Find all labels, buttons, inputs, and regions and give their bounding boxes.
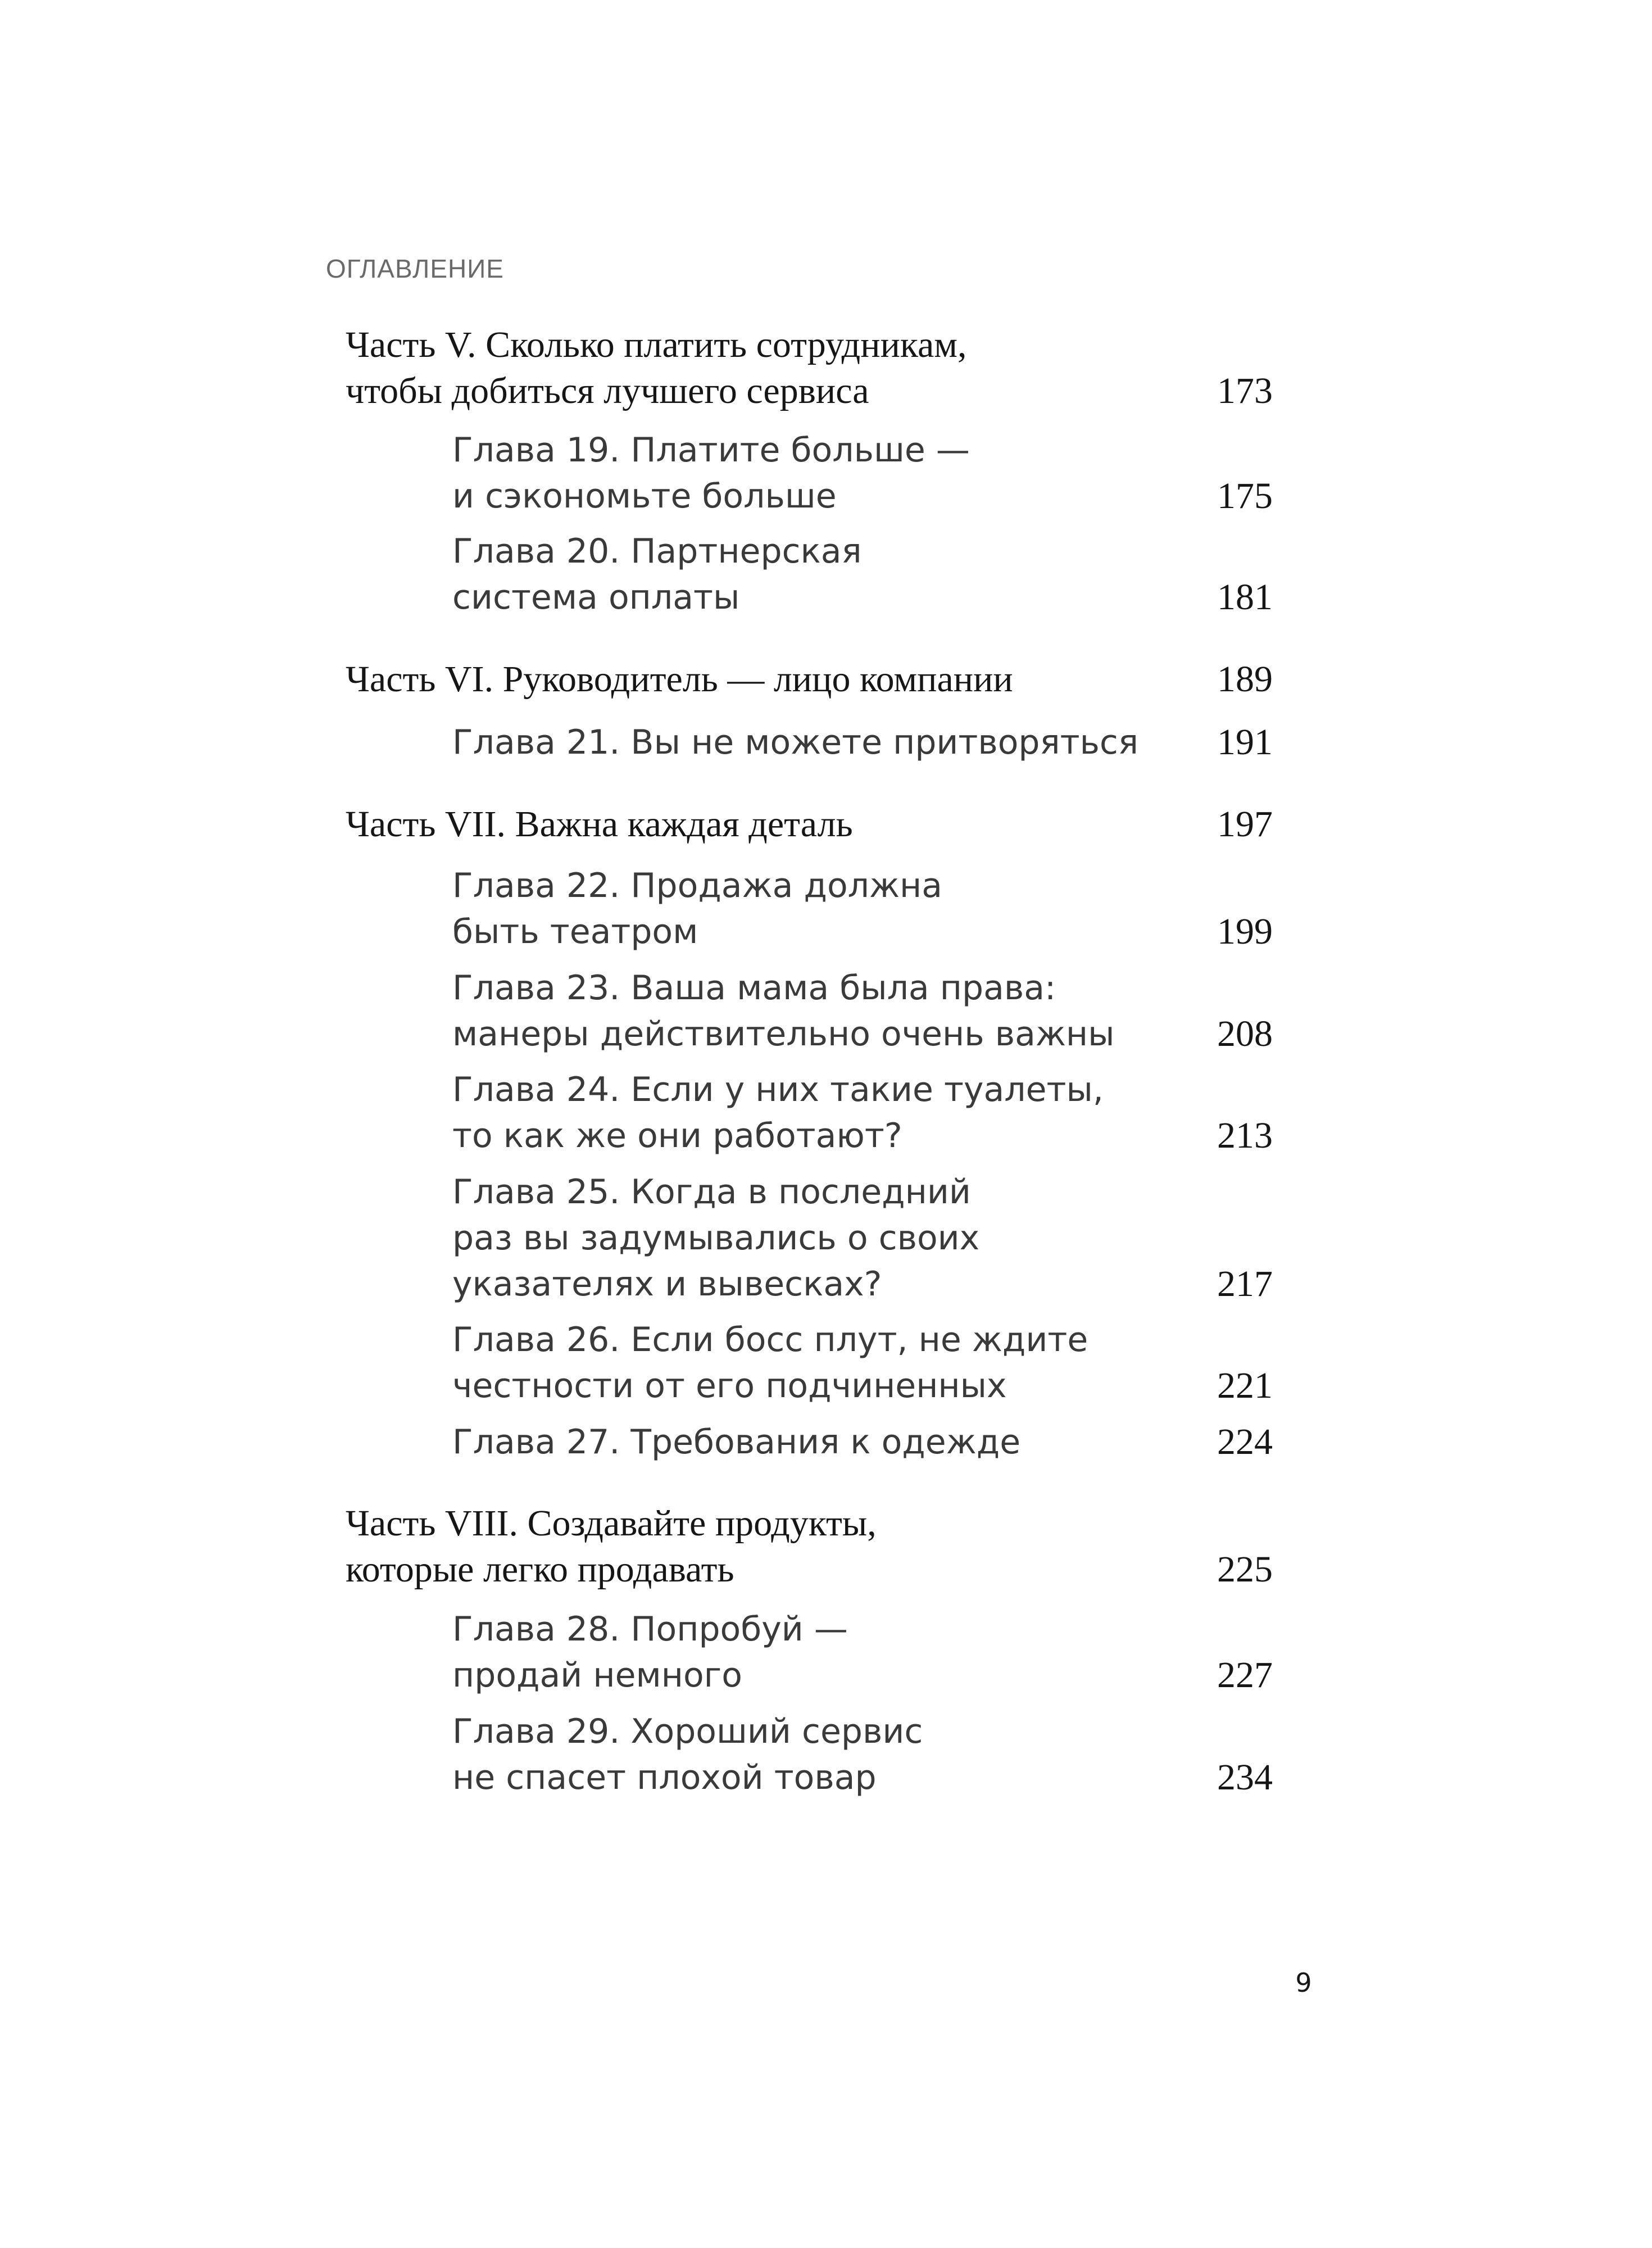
part-title-line: которые легко продавать	[346, 1549, 734, 1590]
toc-part-entry	[346, 322, 1273, 414]
toc-part-entry	[346, 656, 1273, 703]
page-number: 175	[1217, 475, 1273, 516]
toc-chapter-entry	[452, 528, 1273, 620]
part-title-line: чтобы добиться лучшего сервиса	[346, 370, 869, 411]
part-title	[346, 801, 1273, 847]
toc-part-entry	[346, 801, 1273, 847]
folio-page-number: 9	[1295, 1968, 1312, 1998]
toc-chapter-entry	[452, 1606, 1273, 1698]
chapter-title	[452, 1606, 1273, 1698]
chapter-title	[452, 965, 1273, 1057]
chapter-title-line: система оплаты	[452, 578, 740, 617]
chapter-title-line: раз вы задумывались о своих	[452, 1218, 980, 1258]
chapter-title-line: и сэкономьте больше	[452, 477, 837, 516]
chapter-title	[452, 1317, 1273, 1409]
page-number: 208	[1217, 1013, 1273, 1054]
chapter-title-line: быть театром	[452, 912, 698, 951]
page-number: 213	[1217, 1115, 1273, 1156]
page-number: 234	[1217, 1757, 1273, 1798]
page-number: 173	[1217, 370, 1273, 411]
chapter-title-line: указателях и вывесках?	[452, 1265, 882, 1304]
chapter-title-line: Глава 24. Если у них такие туалеты,	[452, 1070, 1104, 1109]
chapter-title-line: Глава 19. Платите больше —	[452, 430, 970, 470]
chapter-title	[452, 1067, 1273, 1159]
page-number: 189	[1217, 659, 1273, 700]
chapter-title	[452, 1708, 1273, 1801]
chapter-title-line: Глава 23. Ваша мама была права:	[452, 968, 1056, 1008]
part-title	[346, 1501, 1273, 1593]
chapter-title-line: Глава 25. Когда в последний	[452, 1172, 971, 1212]
toc-part-entry	[346, 1501, 1273, 1593]
page-number: 224	[1217, 1421, 1273, 1462]
chapter-title	[452, 1169, 1273, 1307]
page-number: 217	[1217, 1263, 1273, 1304]
toc-chapter-entry	[452, 1169, 1273, 1307]
chapter-title-line: не спасет плохой товар	[452, 1758, 877, 1797]
chapter-title	[452, 427, 1273, 519]
toc-chapter-entry	[452, 1419, 1273, 1465]
chapter-title-line: Глава 21. Вы не можете притворяться	[452, 723, 1139, 762]
chapter-title-line: Глава 26. Если босс плут, не ждите	[452, 1320, 1088, 1359]
part-title-line: Часть VII. Важна каждая деталь	[346, 804, 853, 845]
toc-chapter-entry	[452, 863, 1273, 955]
chapter-title-line: Глава 20. Партнерская	[452, 532, 862, 571]
page-number: 225	[1217, 1549, 1273, 1590]
part-title	[346, 656, 1273, 703]
toc-chapter-entry	[452, 427, 1273, 519]
toc-chapter-entry	[452, 1708, 1273, 1801]
running-head: ОГЛАВЛЕНИЕ	[326, 254, 504, 283]
page-number: 227	[1217, 1655, 1273, 1696]
page-number: 191	[1217, 722, 1273, 763]
chapter-title	[452, 528, 1273, 620]
chapter-title-line: манеры действительно очень важны	[452, 1014, 1115, 1054]
toc-chapter-entry	[452, 1317, 1273, 1409]
toc-chapter-entry	[452, 1067, 1273, 1159]
page-number: 197	[1217, 804, 1273, 845]
page-number: 181	[1217, 577, 1273, 618]
part-title-line: Часть VI. Руководитель — лицо компании	[346, 659, 1013, 700]
chapter-title	[452, 1419, 1273, 1465]
part-title-line: Часть V. Сколько платить сотрудникам,	[346, 324, 967, 365]
page-number: 199	[1217, 911, 1273, 952]
part-title-line: Часть VIII. Создавайте продукты,	[346, 1503, 877, 1544]
chapter-title-line: продай немного	[452, 1656, 742, 1695]
chapter-title-line: Глава 22. Продажа должна	[452, 866, 943, 905]
chapter-title-line: Глава 27. Требования к одежде	[452, 1422, 1021, 1462]
chapter-title-line: Глава 28. Попробуй —	[452, 1610, 848, 1649]
chapter-title	[452, 863, 1273, 955]
chapter-title	[452, 719, 1273, 765]
chapter-title-line: Глава 29. Хороший сервис	[452, 1712, 923, 1751]
chapter-title-line: честности от его подчиненных	[452, 1366, 1007, 1406]
toc-chapter-entry	[452, 719, 1273, 765]
part-title	[346, 322, 1273, 414]
chapter-title-line: то как же они работают?	[452, 1116, 902, 1155]
page-number: 221	[1217, 1365, 1273, 1406]
toc-chapter-entry	[452, 965, 1273, 1057]
